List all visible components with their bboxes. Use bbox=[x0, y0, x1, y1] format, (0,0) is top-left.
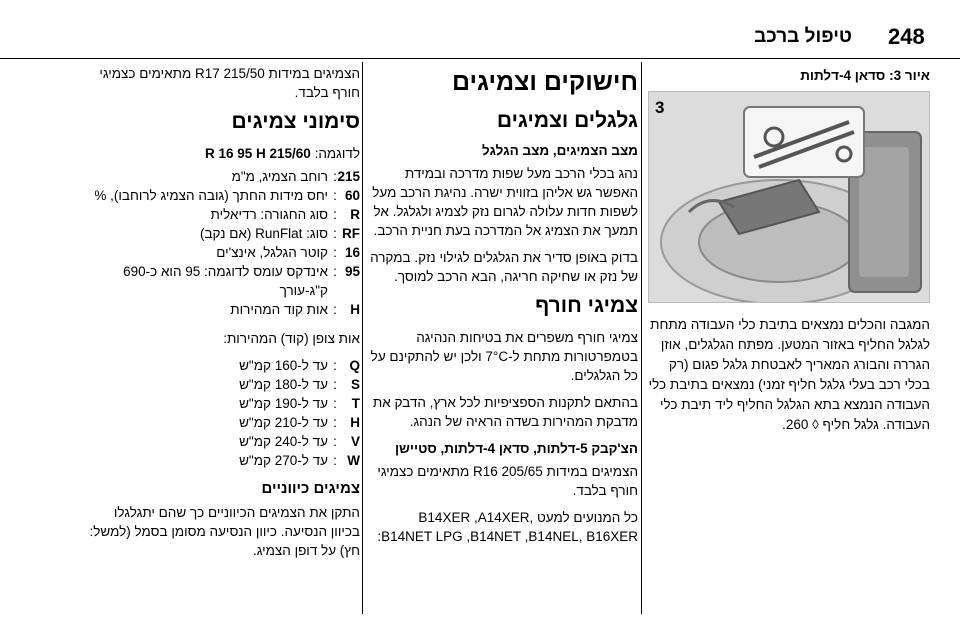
figure-title: איור 3: סדאן 4-דלתות bbox=[800, 68, 930, 83]
column-divider-left bbox=[362, 62, 363, 614]
trunk-tools-photo bbox=[648, 91, 930, 303]
item-value: עד ל-240 קמ"ש bbox=[239, 434, 328, 449]
list-item bbox=[88, 375, 360, 394]
speed-code-list bbox=[88, 356, 360, 470]
list-item bbox=[88, 262, 360, 300]
item-value: אינדקס עומס לדוגמה: 95 הוא כ-690 ק"ג-עורך bbox=[123, 264, 328, 298]
example-value: 215/60 R 16 95 H bbox=[204, 146, 311, 161]
item-colon: : bbox=[333, 396, 337, 411]
paragraph: צמיגי חורף משפרים את בטיחות הנהיגה בטמפרטורות מתחת ל-7°C ולכן יש להתקינם על כל הגלגלים. bbox=[370, 330, 638, 383]
tyre-marking-heading: סימוני צמיגים bbox=[231, 110, 360, 133]
directional-tyres-heading: צמיגים כיווניים bbox=[261, 480, 360, 497]
item-colon: : bbox=[333, 264, 337, 279]
item-value: רוחב הצמיג, מ"מ bbox=[231, 169, 328, 184]
tools-paragraph: המגבה והכלים נמצאים בתיבת כלי העבודה מתחת לגלגל החליף באזור המטען. מפתח הגלגלים, אוזן הגררה והבורג המאריך לאבטחת גלגל פגום (רק בכלי רכב בעלי גלגל חליף זמני) נמצאים בתיבת כלי העבודה הנמצא בתא הגלגל החליף ליד תיבת כלי העבודה. גלגל חליף ◊ 260. bbox=[648, 317, 930, 432]
item-colon: : bbox=[333, 302, 337, 317]
item-value: עד ל-210 קמ"ש bbox=[239, 415, 328, 430]
item-value: עד ל-190 קמ"ש bbox=[239, 396, 328, 411]
list-item bbox=[88, 413, 360, 432]
item-value: עד ל-180 קמ"ש bbox=[239, 377, 328, 392]
item-colon: : bbox=[333, 245, 337, 260]
item-value: אות קוד המהירות bbox=[230, 302, 328, 317]
marking-example bbox=[88, 144, 360, 163]
chapter-title: טיפול ברכב bbox=[754, 26, 852, 47]
item-colon: : bbox=[333, 358, 337, 373]
winter-tyres-heading: צמיגי חורף bbox=[535, 294, 638, 317]
list-item bbox=[88, 205, 360, 224]
list-item bbox=[88, 243, 360, 262]
item-key: 215 bbox=[337, 169, 360, 184]
item-key: RF bbox=[342, 226, 360, 241]
item-key: S bbox=[350, 377, 360, 392]
paragraph: הצמיגים במידות R17 215/50 מתאימים כצמיגי חורף בלבד. bbox=[99, 66, 360, 100]
item-key: 16 bbox=[344, 245, 360, 260]
list-item bbox=[88, 356, 360, 375]
item-colon: : bbox=[333, 188, 337, 203]
item-value: קוטר הגלגל, אינצ'ים bbox=[216, 245, 328, 260]
figure-number: 3 bbox=[655, 98, 665, 117]
list-item bbox=[88, 394, 360, 413]
list-item bbox=[88, 224, 360, 243]
paragraph: הצמיגים במידות R16 205/65 מתאימים כצמיגי חורף בלבד. bbox=[377, 464, 638, 498]
trunk-tools-illustration bbox=[649, 92, 929, 302]
page-number: 248 bbox=[888, 24, 925, 49]
item-colon: : bbox=[333, 453, 337, 468]
paragraph: כל המנועים למעט B14XER ,A14XER, B14NET LPG ,B14NET ,B14NEL, B16XER: bbox=[377, 510, 638, 544]
column-middle bbox=[368, 62, 638, 554]
column-left bbox=[88, 62, 360, 568]
paragraph: בדוק באופן סדיר את הגלגלים לגילוי נזק. במקרה של נזק או שחיקה חריגה, הבא הרכב למוסך. bbox=[370, 250, 638, 284]
item-key: V bbox=[350, 434, 360, 449]
item-colon: : bbox=[333, 226, 337, 241]
item-value: סוג החגורה: רדיאלית bbox=[210, 207, 328, 222]
item-key: W bbox=[347, 453, 360, 468]
item-key: T bbox=[351, 396, 360, 411]
item-colon: : bbox=[333, 415, 337, 430]
list-item bbox=[88, 451, 360, 470]
item-colon: : bbox=[333, 207, 337, 222]
header-rule bbox=[0, 58, 960, 59]
column-right bbox=[648, 62, 930, 435]
item-key: Q bbox=[349, 358, 360, 373]
item-colon: : bbox=[333, 377, 337, 392]
page-header bbox=[0, 0, 960, 60]
section-heading: חישוקים וצמיגים bbox=[451, 68, 638, 96]
paragraph: בהתאם לתקנות הספציפיות לכל ארץ, הדבק את מדבקת המהירות בשדה הראיה של הנהג. bbox=[372, 395, 638, 429]
item-key: R bbox=[350, 207, 360, 222]
speed-code-intro: אות צופן (קוד) המהירות: bbox=[223, 331, 360, 346]
list-item bbox=[88, 186, 360, 205]
tyre-condition-heading: מצב הצמיגים, מצב הגלגל bbox=[482, 143, 638, 158]
item-value: יחס מידות החתך (גובה הצמיג לרוחבו), % bbox=[94, 188, 328, 203]
item-colon: : bbox=[333, 169, 337, 184]
column-divider-right bbox=[641, 62, 642, 614]
item-value: עד ל-270 קמ"ש bbox=[239, 453, 328, 468]
item-value: עד ל-160 קמ"ש bbox=[239, 358, 328, 373]
item-value: סוג: RunFlat (אם נקב) bbox=[199, 226, 328, 241]
item-key: 60 bbox=[344, 188, 360, 203]
list-item bbox=[88, 432, 360, 451]
paragraph: התקן את הצמיגים הכיווניים כך שהם יתגלגלו בכיוון הנסיעה. כיוון הנסיעה מסומן בסמל (למשל: חץ) על דופן הצמיג. bbox=[89, 505, 360, 558]
subsection-heading: גלגלים וצמיגים bbox=[496, 109, 638, 132]
item-key: H bbox=[350, 302, 360, 317]
paragraph: נהג בכלי הרכב מעל שפות מדרכה ובמידת האפשר גש אליהן בזווית ישרה. נהיגת הרכב מעל לשפות חדות עלולה לגרום נזק לצמיג ולגלגל. אל תמעך את הצמיג אל המדרכה בעת חניית הרכב. bbox=[372, 166, 638, 238]
list-item bbox=[88, 300, 360, 319]
marking-list bbox=[88, 167, 360, 319]
example-label: לדוגמה: bbox=[314, 146, 360, 161]
list-item bbox=[88, 167, 360, 186]
item-key: H bbox=[350, 415, 360, 430]
item-colon: : bbox=[333, 434, 337, 449]
item-key: 95 bbox=[344, 264, 360, 279]
body-types-heading: הצ'קבק 5-דלתות, סדאן 4-דלתות, סטיישן bbox=[394, 441, 638, 456]
